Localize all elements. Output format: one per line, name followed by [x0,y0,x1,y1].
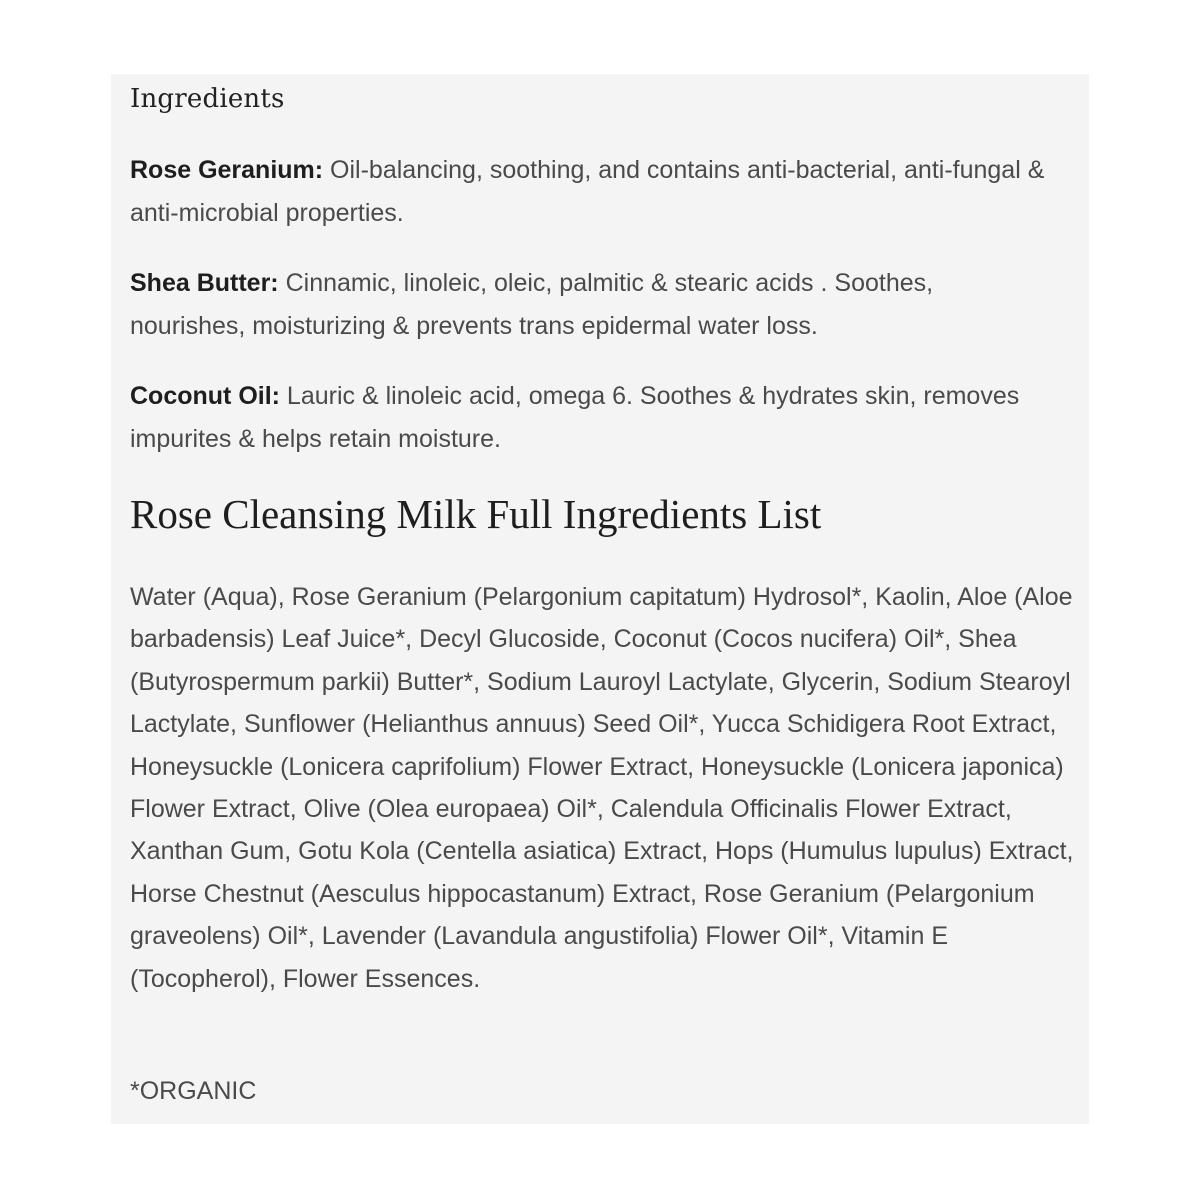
organic-footnote: *ORGANIC [130,1077,257,1105]
section-title: Ingredients [130,84,285,114]
ingredient-name: Shea Butter: [130,269,279,297]
full-ingredients-heading: Rose Cleansing Milk Full Ingredients List [130,491,822,537]
ingredient-name: Rose Geranium: [130,156,324,184]
ingredient-rose-geranium [130,149,1050,234]
ingredient-shea-butter [130,262,1050,347]
ingredient-name: Coconut Oil: [130,382,280,410]
ingredient-description: Oil-balancing, soothing, and contains anti-bacterial, anti-fungal & anti-microbial properties. [130,156,1045,227]
ingredient-coconut-oil [130,375,1050,460]
ingredients-panel [111,74,1089,1124]
ingredient-description: Lauric & linoleic acid, omega 6. Soothes & hydrates skin, removes impurites & helps retain moisture. [130,382,1020,453]
ingredient-description: Cinnamic, linoleic, oleic, palmitic & stearic acids . Soothes, nourishes, moisturizing & prevents trans epidermal water loss. [130,269,934,340]
full-ingredients-list: Water (Aqua), Rose Geranium (Pelargonium capitatum) Hydrosol*, Kaolin, Aloe (Aloe barbadensis) Leaf Juice*, Decyl Glucoside, Coconut (Cocos nucifera) Oil*, Shea (Butyrospermum parkii) Butter*, Sodium Lauroyl Lactylate, Glycerin, Sodium Stearoyl Lactylate, Sunflower (Helianthus annuus) Seed Oil*, Yucca Schidigera Root Extract, Honeysuckle (Lonicera caprifolium) Flower Extract, Honeysuckle (Lonicera japonica) Flower Extract, Olive (Olea europaea) Oil*, Calendula Officinalis Flower Extract, Xanthan Gum, Gotu Kola (Centella asiatica) Extract, Hops (Humulus lupulus) Extract, Horse Chestnut (Aesculus hippocastanum) Extract, Rose Geranium (Pelargonium graveolens) Oil*, Lavender (Lavandula angustifolia) Flower Oil*, Vitamin E (Tocopherol), Flower Essences. [130,583,1074,993]
